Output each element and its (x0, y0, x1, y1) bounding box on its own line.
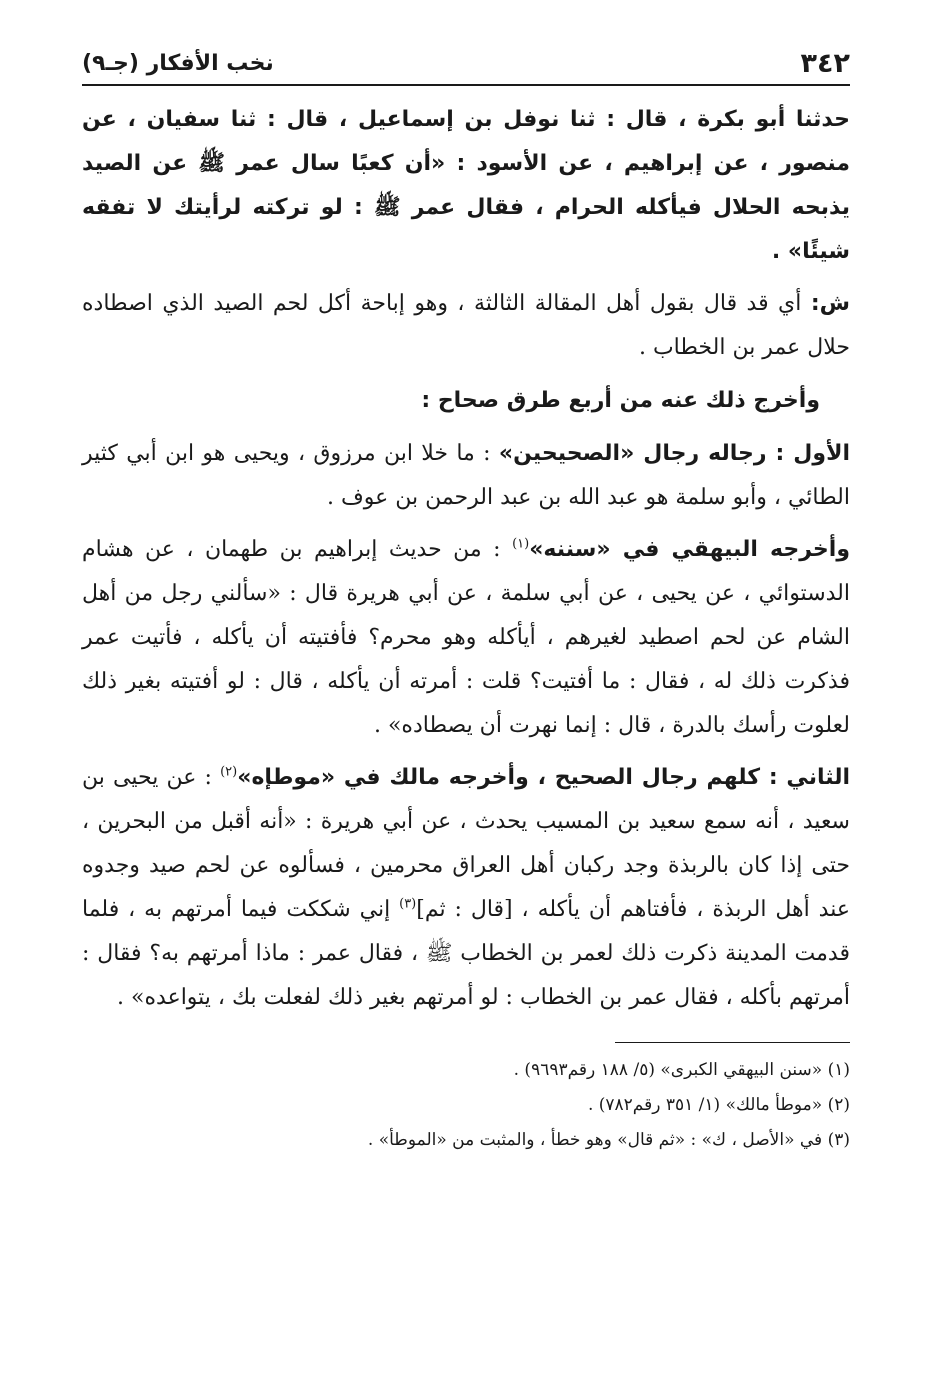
first-route-lead: الأول : رجاله رجال «الصحيحين» (498, 441, 850, 466)
footnotes (82, 1053, 850, 1158)
bayhaqi-lead: وأخرجه البيهقي في «سننه» (529, 537, 850, 562)
first-route-paragraph (82, 432, 850, 520)
section-heading: وأخرج ذلك عنه من أربع طرق صحاح : (421, 388, 820, 413)
second-route-paragraph (82, 756, 850, 1020)
body-text (82, 98, 850, 1020)
footnote-3: (٣) في «الأصل ، ك» : «ثم قال» وهو خطأ ، والمثبت من «الموطأ» . (367, 1130, 850, 1150)
footnote-ref-3[interactable]: (٣) (399, 896, 417, 912)
footnote-divider (615, 1042, 850, 1043)
commentary-marker: ش: (810, 291, 850, 316)
footnote-ref-1[interactable]: (١) (512, 536, 530, 552)
page-number: ٣٤٢ (800, 48, 850, 79)
running-header (82, 38, 850, 86)
document-page (82, 38, 850, 1158)
commentary-paragraph (82, 282, 850, 370)
bayhaqi-text: : من حديث إبراهيم بن طهمان ، عن هشام الدستوائي ، عن يحيى ، عن أبي سلمة ، عن أبي هريرة قال : «سألني رجل من أهل الشام عن لحم اصطيد لغيرهم ، أيأكله وهو محرم؟ فأفتيته أن يأكله ، فأتيت عمر فذكرت ذلك له ، فقال : ما أفتيت؟ قلت : أمرته أن يأكله ، قال : لو أفتيته بغير ذلك لعلوت رأسك بالدرة ، قال : إنما نهرت أن يصطاده» . (82, 537, 850, 738)
book-title: نخب الأفكار (جـ٩) (82, 51, 274, 76)
hadith-chain-paragraph: حدثنا أبو بكرة ، قال : ثنا نوفل بن إسماعيل ، قال : ثنا سفيان ، عن منصور ، عن إبراهيم ، عن الأسود : «أن كعبًا سال عمر ﷺ عن الصيد يذبحه الحلال فيأكله الحرام ، فقال عمر ﷺ : لو تركته لرأيتك لا تفقه شيئًا» . (82, 107, 850, 264)
commentary-text: أي قد قال بقول أهل المقالة الثالثة ، وهو إباحة أكل لحم الصيد الذي اصطاده حلال عمر بن الخطاب . (82, 291, 850, 360)
second-route-text-cont: إني شككت فيما أمرتهم به ، فلما قدمت المدينة ذكرت ذلك لعمر بن الخطاب ﷺ ، فقال عمر : ماذا أمرتهم به؟ فقال : أمرتهم بأكله ، فقال عمر بن الخطاب : لو أمرتهم بغير ذلك لفعلت بك ، يتواعده» . (82, 897, 850, 1010)
second-route-text: : عن يحيى بن سعيد ، أنه سمع سعيد بن المسيب يحدث ، عن أبي هريرة : «أنه أقبل من البحرين ، حتى إذا كان بالربذة وجد ركبان أهل العراق محرمين ، فسألوه عن لحم صيد وجدوه عند أهل الربذة ، فأفتاهم أن يأكله ، [قال : ثم] (82, 765, 850, 922)
footnote-ref-2[interactable]: (٢) (220, 764, 238, 780)
second-route-lead: الثاني : كلهم رجال الصحيح ، وأخرجه مالك في «موطإه» (237, 765, 850, 790)
first-route-text: : ما خلا ابن مرزوق ، ويحيى هو ابن أبي كثير الطائي ، وأبو سلمة هو عبد الله بن عبد الرحمن بن عوف . (82, 441, 850, 510)
footnote-1: (١) «سنن البيهقي الكبرى» (٥/ ١٨٨ رقم٩٦٩٣) . (513, 1060, 850, 1080)
bayhaqi-paragraph (82, 528, 850, 748)
footnote-2: (٢) «موطأ مالك» (١/ ٣٥١ رقم٧٨٢) . (587, 1095, 850, 1115)
